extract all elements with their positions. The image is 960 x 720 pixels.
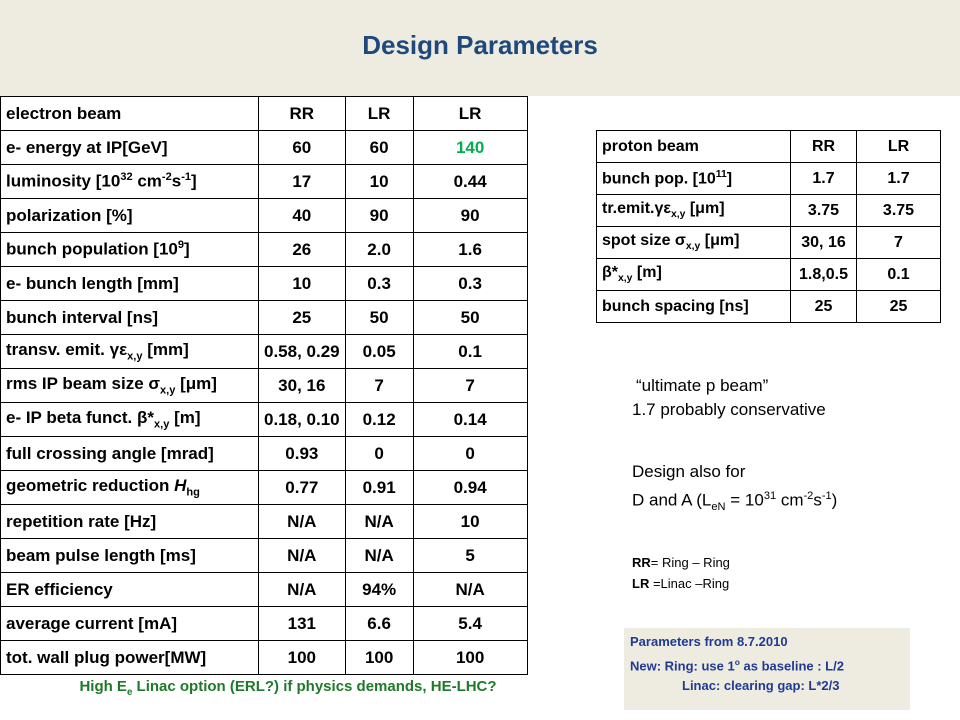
row-label: ER efficiency xyxy=(1,573,259,607)
rr-value: N/A xyxy=(259,505,346,539)
proton-table-row xyxy=(597,163,941,195)
lr-value: N/A xyxy=(345,505,413,539)
rr-value: 100 xyxy=(259,641,346,675)
lr-value: 3.75 xyxy=(857,195,941,227)
lr-value: 0.1 xyxy=(857,259,941,291)
rr-value: 1.7 xyxy=(791,163,857,195)
legend-lr: LR =Linac –Ring xyxy=(632,576,730,591)
lr-value: 94% xyxy=(345,573,413,607)
electron-header-row xyxy=(1,97,528,131)
lr-value: 50 xyxy=(345,301,413,335)
lr-value: 2.0 xyxy=(345,233,413,267)
note-line-3: Design also for xyxy=(632,462,746,481)
lr-value: 0 xyxy=(345,437,413,471)
electron-table-row xyxy=(1,369,528,403)
rr-value: 30, 16 xyxy=(259,369,346,403)
ultimate-beam-note xyxy=(632,374,826,422)
lr-high-energy-value: 0.14 xyxy=(413,403,527,437)
lr-high-energy-value: N/A xyxy=(413,573,527,607)
rr-value: 25 xyxy=(259,301,346,335)
page-title: Design Parameters xyxy=(362,30,598,60)
electron-table-row xyxy=(1,233,528,267)
row-label: e- bunch length [mm] xyxy=(1,267,259,301)
proton-beam-table xyxy=(596,130,941,323)
row-label: e- IP beta funct. $\beta*_{x,y}$ [m] xyxy=(1,403,259,437)
electron-header-cell: electron beam xyxy=(1,97,259,131)
lr-value: 1.7 xyxy=(857,163,941,195)
lr-high-energy-value: 90 xyxy=(413,199,527,233)
lr-value: 0.91 xyxy=(345,471,413,505)
lr-high-energy-value: 5 xyxy=(413,539,527,573)
lr-value: 10 xyxy=(345,165,413,199)
rr-value: 0.18, 0.10 xyxy=(259,403,346,437)
proton-table-row xyxy=(597,291,941,323)
lr-value: N/A xyxy=(345,539,413,573)
electron-table-row xyxy=(1,471,528,505)
electron-header-cell: RR xyxy=(259,97,346,131)
electron-table-row xyxy=(1,199,528,233)
footer-note: High $E_e$ Linac option (ERL?) if physics demands, HE-LHC? xyxy=(79,678,497,698)
row-label: full crossing angle [mrad] xyxy=(1,437,259,471)
row-label: $tr.emit.\gamma\varepsilon_{x,y}$ [μm] xyxy=(597,195,791,227)
electron-table-row xyxy=(1,165,528,199)
electron-table-row xyxy=(1,267,528,301)
lr-high-energy-value: 50 xyxy=(413,301,527,335)
lr-value: 25 xyxy=(857,291,941,323)
lr-high-energy-value: 0.94 xyxy=(413,471,527,505)
row-label: geometric reduction $H_{hg}$ xyxy=(1,471,259,505)
abbreviation-legend xyxy=(632,552,730,594)
rr-value: 26 xyxy=(259,233,346,267)
parameters-info-box xyxy=(624,628,910,710)
row-label: bunch population $[10^9]$ xyxy=(1,233,259,267)
rr-value: 60 xyxy=(259,131,346,165)
electron-table-row xyxy=(1,437,528,471)
lr-value: 0.3 xyxy=(345,267,413,301)
electron-beam-table xyxy=(0,96,528,675)
row-label: repetition rate [Hz] xyxy=(1,505,259,539)
electron-table-row xyxy=(1,573,528,607)
legend-rr: RR= Ring – Ring xyxy=(632,555,730,570)
lr-value: 7 xyxy=(857,227,941,259)
row-label: beam pulse length [ms] xyxy=(1,539,259,573)
note-line-1: “ultimate p beam” xyxy=(636,376,769,395)
proton-table-row xyxy=(597,227,941,259)
rr-value: 40 xyxy=(259,199,346,233)
row-label: $\beta*_{x,y}$ [m] xyxy=(597,259,791,291)
info-line-2: New: Ring: use 1$^o$ as baseline : L/2 xyxy=(630,657,844,674)
row-label: transv. emit. $\gamma\varepsilon_{x,y}$ [mm] xyxy=(1,335,259,369)
rr-value: 1.8,0.5 xyxy=(791,259,857,291)
row-label: tot. wall plug power[MW] xyxy=(1,641,259,675)
proton-header-cell: RR xyxy=(791,131,857,163)
electron-table-row xyxy=(1,131,528,165)
lr-value: 6.6 xyxy=(345,607,413,641)
lr-value: 0.05 xyxy=(345,335,413,369)
lr-high-energy-value: 0.44 xyxy=(413,165,527,199)
lr-high-energy-value: 0.1 xyxy=(413,335,527,369)
proton-header-row xyxy=(597,131,941,163)
row-label: bunch interval [ns] xyxy=(1,301,259,335)
design-note xyxy=(632,460,837,519)
rr-value: 30, 16 xyxy=(791,227,857,259)
rr-value: 10 xyxy=(259,267,346,301)
rr-value: 0.93 xyxy=(259,437,346,471)
rr-value: N/A xyxy=(259,539,346,573)
proton-header-cell: LR xyxy=(857,131,941,163)
lr-high-energy-value: 100 xyxy=(413,641,527,675)
row-label: polarization [%] xyxy=(1,199,259,233)
electron-table-row xyxy=(1,403,528,437)
electron-header-cell: LR xyxy=(413,97,527,131)
electron-table-row xyxy=(1,335,528,369)
electron-table-row xyxy=(1,505,528,539)
proton-header-cell: proton beam xyxy=(597,131,791,163)
rr-value: 17 xyxy=(259,165,346,199)
note-line-2: 1.7 probably conservative xyxy=(632,400,826,419)
electron-table-row xyxy=(1,641,528,675)
rr-value: N/A xyxy=(259,573,346,607)
proton-table-row xyxy=(597,195,941,227)
lr-high-energy-value: 5.4 xyxy=(413,607,527,641)
electron-header-cell: LR xyxy=(345,97,413,131)
info-line-1: Parameters from 8.7.2010 xyxy=(630,634,788,649)
rr-value: 3.75 xyxy=(791,195,857,227)
rr-value: 131 xyxy=(259,607,346,641)
electron-table-row xyxy=(1,301,528,335)
row-label: spot size $\sigma_{x,y}$ [μm] xyxy=(597,227,791,259)
info-line-3: Linac: clearing gap: L*2/3 xyxy=(682,678,840,694)
lr-high-energy-value: 0.3 xyxy=(413,267,527,301)
rr-value: 0.77 xyxy=(259,471,346,505)
lr-high-energy-value: 140 xyxy=(413,131,527,165)
row-label: bunch pop. $[10^{11}]$ xyxy=(597,163,791,195)
note-line-4: D and A ($L_{eN} = 10^{31}$ $cm^{-2}s^{-1}$) xyxy=(632,490,838,514)
row-label: e- energy at IP[GeV] xyxy=(1,131,259,165)
lr-high-energy-value: 1.6 xyxy=(413,233,527,267)
row-label: bunch spacing [ns] xyxy=(597,291,791,323)
lr-value: 7 xyxy=(345,369,413,403)
lr-high-energy-value: 7 xyxy=(413,369,527,403)
row-label: luminosity [$10^{32}$ $cm^{-2}s^{-1}$] xyxy=(1,165,259,199)
row-label: average current [mA] xyxy=(1,607,259,641)
lr-value: 60 xyxy=(345,131,413,165)
electron-table-row xyxy=(1,607,528,641)
lr-high-energy-value: 10 xyxy=(413,505,527,539)
row-label: rms IP beam size $\sigma_{x,y}$ [μm] xyxy=(1,369,259,403)
proton-table-row xyxy=(597,259,941,291)
lr-high-energy-value: 0 xyxy=(413,437,527,471)
lr-value: 0.12 xyxy=(345,403,413,437)
rr-value: 0.58, 0.29 xyxy=(259,335,346,369)
lr-value: 100 xyxy=(345,641,413,675)
rr-value: 25 xyxy=(791,291,857,323)
lr-value: 90 xyxy=(345,199,413,233)
electron-table-row xyxy=(1,539,528,573)
